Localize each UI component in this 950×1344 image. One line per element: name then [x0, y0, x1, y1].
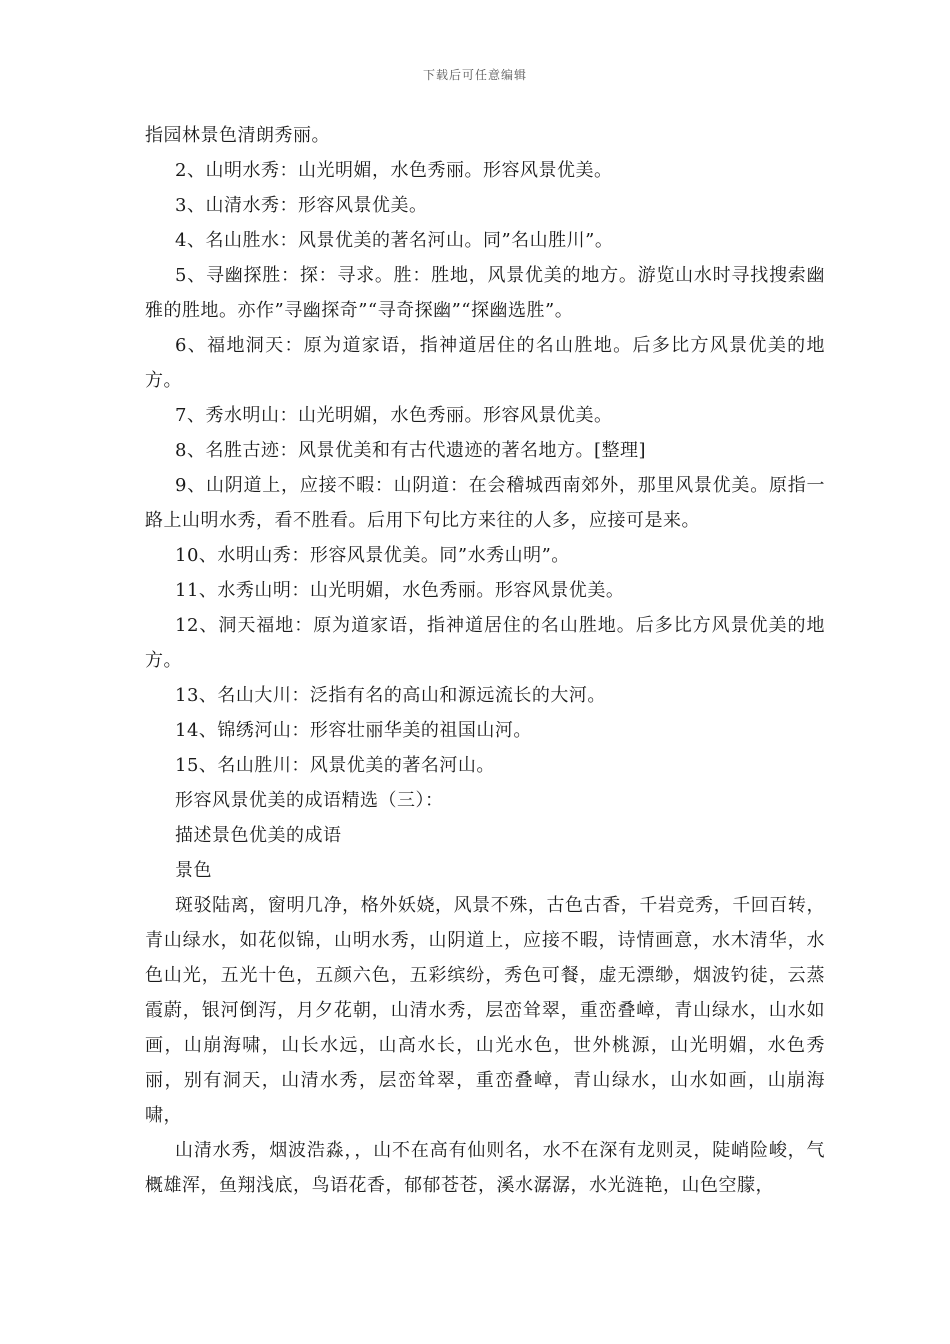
page-header: 下载后可任意编辑 [422, 68, 527, 82]
category-label: 景色 [175, 860, 212, 881]
paragraph: 指园林景色清朗秀丽。 [145, 125, 330, 146]
paragraph: 14、锦绣河山：形容壮丽华美的祖国山河。 [175, 720, 532, 741]
paragraph: 11、水秀山明：山光明媚，水色秀丽。形容风景优美。 [175, 580, 625, 601]
paragraph: 6、福地洞天：原为道家语，指神道居住的名山胜地。后多比方风景优美的地方。 [145, 335, 825, 391]
paragraph: 4、名山胜水：风景优美的著名河山。同”名山胜川”。 [175, 230, 614, 251]
paragraph: 5、寻幽探胜：探：寻求。胜：胜地，风景优美的地方。游览山水时寻找搜索幽雅的胜地。亦作”寻幽探奇”“寻奇探幽”“探幽选胜”。 [145, 265, 825, 321]
paragraph: 13、名山大川：泛指有名的高山和源远流长的大河。 [175, 685, 606, 706]
paragraph: 2、山明水秀：山光明媚，水色秀丽。形容风景优美。 [175, 160, 613, 181]
document-body [145, 118, 825, 1203]
idiom-list-paragraph: 斑驳陆离，窗明几净，格外妖娆，风景不殊，古色古香，千岩竞秀，千回百转，青山绿水，如花似锦，山明水秀，山阴道上，应接不暇，诗情画意，水木清华，水色山光，五光十色，五颜六色，五彩缤纷，秀色可餐，虚无漂缈，烟波钓徒，云蒸霞蔚，银河倒泻，月夕花朝，山清水秀，层峦耸翠，重峦叠嶂，青山绿水，山水如画，山崩海啸，山长水远，山高水长，山光水色，世外桃源，山光明媚，水色秀丽，别有洞天，山清水秀，层峦耸翠，重峦叠嶂，青山绿水，山水如画，山崩海啸， [145, 895, 825, 1126]
paragraph: 12、洞天福地：原为道家语，指神道居住的名山胜地。后多比方风景优美的地方。 [145, 615, 825, 671]
paragraph: 7、秀水明山：山光明媚，水色秀丽。形容风景优美。 [175, 405, 613, 426]
paragraph: 8、名胜古迹：风景优美和有古代遗迹的著名地方。[整理] [175, 440, 646, 461]
paragraph: 9、山阴道上，应接不暇：山阴道：在会稽城西南郊外，那里风景优美。原指一路上山明水秀，看不胜看。后用下句比方来往的人多，应接可是来。 [145, 475, 825, 531]
subsection-heading: 描述景色优美的成语 [175, 825, 342, 846]
section-heading: 形容风景优美的成语精选（三）： [175, 790, 444, 811]
paragraph: 15、名山胜川：风景优美的著名河山。 [175, 755, 495, 776]
paragraph: 3、山清水秀：形容风景优美。 [175, 195, 428, 216]
paragraph: 10、水明山秀：形容风景优美。同”水秀山明”。 [175, 545, 570, 566]
idiom-list-paragraph: 山清水秀，烟波浩淼，，山不在高有仙则名，水不在深有龙则灵，陡峭险峻，气概雄浑，鱼翔浅底，鸟语花香，郁郁苍苍，溪水潺潺，水光涟艳，山色空朦， [145, 1140, 825, 1196]
